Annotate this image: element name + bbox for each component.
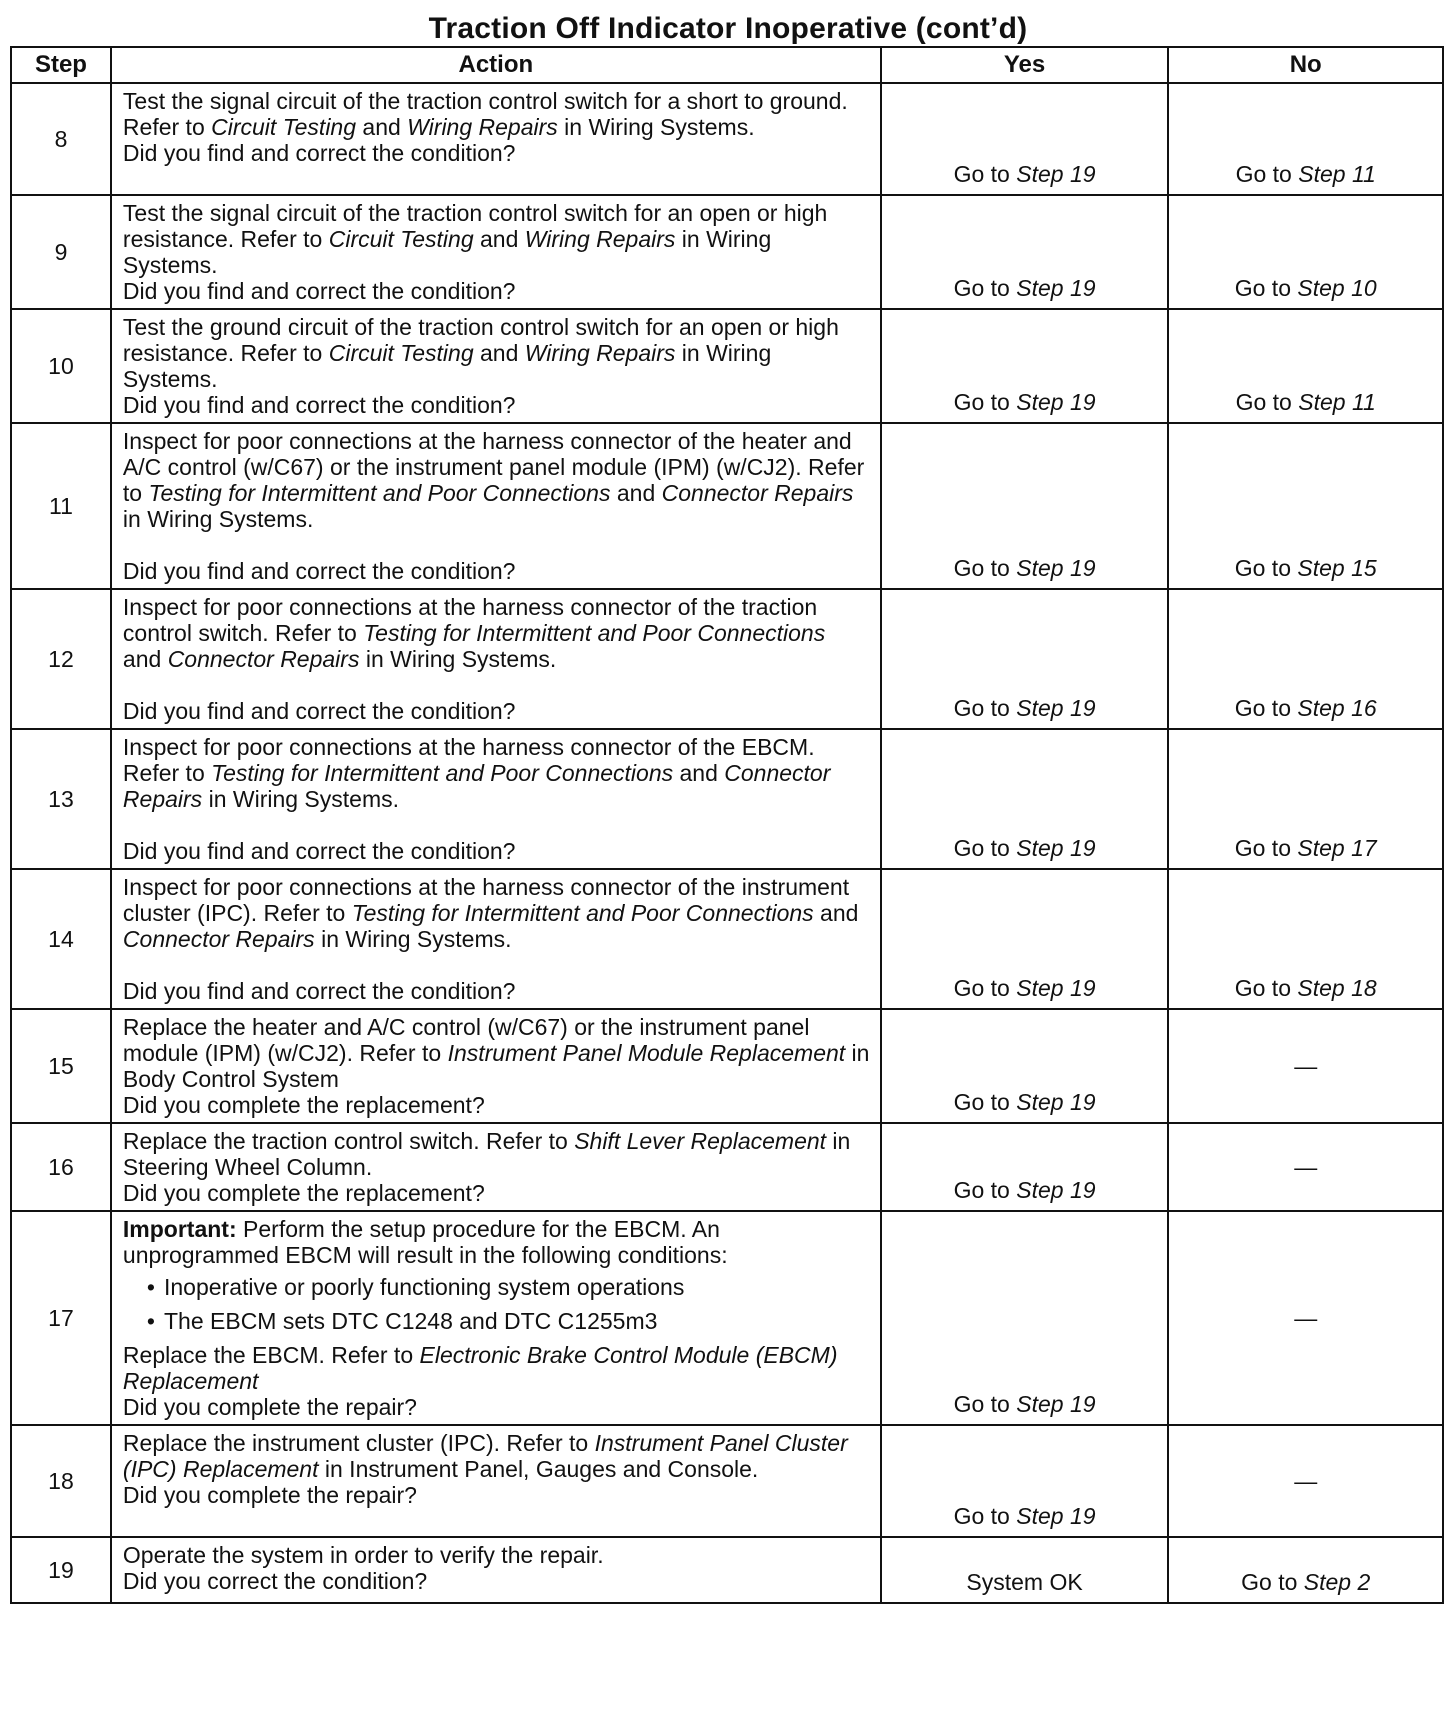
yes-result [881, 1211, 1169, 1425]
yes-result-text: System OK [966, 1569, 1083, 1595]
yes-result-reference: Step 19 [1016, 555, 1096, 581]
yes-result-reference: Step 19 [1016, 275, 1096, 301]
instruction-text: in Wiring Systems. [359, 646, 557, 672]
no-result-text: Go to [1235, 389, 1299, 415]
yes-result-text: Go to [953, 275, 1017, 301]
action-cell [111, 423, 881, 589]
step-number: 10 [11, 309, 111, 423]
header-action: Action [111, 47, 881, 83]
no-result-text: Go to [1234, 275, 1298, 301]
step-number: 8 [11, 83, 111, 195]
yes-result [881, 1537, 1169, 1603]
instruction-reference: Circuit Testing [328, 340, 474, 366]
yes-result-text: Go to [953, 1391, 1017, 1417]
instruction-text: and [473, 226, 525, 252]
table-row [11, 1425, 1443, 1537]
no-result-reference: Step 10 [1297, 275, 1377, 301]
yes-result-text: Go to [953, 1177, 1017, 1203]
header-step: Step [11, 47, 111, 83]
instruction-text: Test the signal circuit of the traction control switch for a short to ground. Refer to [122, 88, 848, 140]
action-instruction [123, 1342, 870, 1394]
spacer [123, 532, 870, 558]
no-result-text: Go to [1234, 975, 1298, 1001]
no-result [1168, 83, 1443, 195]
action-question: Did you correct the condition? [122, 1568, 428, 1594]
table-row [11, 195, 1443, 309]
step-number: 11 [11, 423, 111, 589]
instruction-reference: Instrument Panel Module Replacement [447, 1040, 846, 1066]
no-result-text: Go to [1234, 555, 1298, 581]
header-yes: Yes [881, 47, 1169, 83]
action-instruction [123, 1128, 870, 1180]
step-number: 9 [11, 195, 111, 309]
instruction-text: in Wiring Systems. [122, 506, 314, 532]
action-question: Did you find and correct the condition? [122, 140, 516, 166]
instruction-text: and [356, 114, 408, 140]
yes-result [881, 1123, 1169, 1211]
no-result: — [1168, 1009, 1443, 1123]
yes-result-reference: Step 19 [1016, 695, 1096, 721]
action-cell [111, 729, 881, 869]
instruction-text: and [673, 760, 725, 786]
yes-result [881, 309, 1169, 423]
yes-result-reference: Step 19 [1016, 975, 1096, 1001]
yes-result [881, 1425, 1169, 1537]
instruction-text: and [610, 480, 662, 506]
instruction-text: Replace the traction control switch. Refer to [122, 1128, 575, 1154]
yes-result-text: Go to [953, 695, 1017, 721]
action-cell [111, 1425, 881, 1537]
yes-result [881, 423, 1169, 589]
instruction-text: Operate the system in order to verify the repair. [122, 1542, 604, 1568]
action-instruction [123, 874, 870, 952]
no-result: — [1168, 1211, 1443, 1425]
no-result: — [1168, 1425, 1443, 1537]
instruction-text: Replace the instrument cluster (IPC). Refer to [122, 1430, 595, 1456]
instruction-text: and [473, 340, 525, 366]
list-item [147, 1274, 870, 1300]
instruction-text: in Steering Wheel Column. [122, 1128, 851, 1180]
important-note [123, 1216, 870, 1268]
no-result-reference: Step 11 [1298, 161, 1376, 187]
step-number: 16 [11, 1123, 111, 1211]
no-result [1168, 589, 1443, 729]
instruction-text: in Wiring Systems. [314, 926, 512, 952]
instruction-reference: Wiring Repairs [407, 114, 558, 140]
instruction-text: Replace the EBCM. Refer to [122, 1342, 420, 1368]
table-row [11, 309, 1443, 423]
no-result [1168, 869, 1443, 1009]
instruction-text: in Wiring Systems. [122, 226, 772, 278]
action-instruction [123, 734, 870, 812]
yes-result-reference: Step 19 [1016, 1089, 1096, 1115]
action-cell [111, 1211, 881, 1425]
action-instruction [123, 428, 870, 532]
action-cell [111, 1123, 881, 1211]
important-text: Perform the setup procedure for the EBCM. An unprogrammed EBCM will result in the following conditions: [122, 1216, 728, 1268]
instruction-reference: Wiring Repairs [524, 340, 676, 366]
yes-result-reference: Step 19 [1016, 389, 1096, 415]
instruction-reference: Circuit Testing [211, 114, 357, 140]
instruction-text: Test the ground circuit of the traction control switch for an open or high resistance. Refer to [122, 314, 839, 366]
instruction-reference: Testing for Intermittent and Poor Connections [351, 900, 814, 926]
instruction-text: Inspect for poor connections at the harness connector of the heater and A/C control (w/C67) or the instrument panel module (IPM) (w/CJ2). Refer to [122, 428, 865, 506]
list-item [147, 1308, 870, 1334]
table-row [11, 1537, 1443, 1603]
table-row [11, 1009, 1443, 1123]
action-question: Did you find and correct the condition? [122, 838, 516, 864]
instruction-text: Inspect for poor connections at the harness connector of the EBCM. Refer to [122, 734, 815, 786]
instruction-reference: Connector Repairs [661, 480, 854, 506]
action-question: Did you complete the repair? [122, 1394, 417, 1420]
no-result-reference: Step 2 [1303, 1569, 1371, 1595]
yes-result-reference: Step 19 [1016, 1177, 1096, 1203]
yes-result-reference: Step 19 [1016, 1503, 1096, 1529]
step-number: 17 [11, 1211, 111, 1425]
instruction-reference: Instrument Panel Cluster (IPC) Replacement [122, 1430, 848, 1482]
table-row [11, 1123, 1443, 1211]
no-result-text: Go to [1235, 161, 1299, 187]
table-row [11, 1211, 1443, 1425]
yes-result-text: Go to [953, 389, 1017, 415]
step-number: 13 [11, 729, 111, 869]
instruction-text: in Wiring Systems. [557, 114, 755, 140]
no-result-reference: Step 11 [1298, 389, 1376, 415]
yes-result-reference: Step 19 [1016, 835, 1096, 861]
no-result [1168, 423, 1443, 589]
instruction-reference: Wiring Repairs [524, 226, 676, 252]
action-question: Did you complete the replacement? [122, 1092, 485, 1118]
no-result-reference: Step 15 [1297, 555, 1377, 581]
action-cell [111, 589, 881, 729]
no-result-text: Go to [1241, 1569, 1304, 1595]
no-result-reference: Step 18 [1297, 975, 1377, 1001]
instruction-text: in Instrument Panel, Gauges and Console. [318, 1456, 759, 1482]
instruction-text: Test the signal circuit of the traction control switch for an open or high resistance. Refer to [122, 200, 828, 252]
yes-result-text: Go to [953, 1503, 1017, 1529]
action-instruction [123, 200, 870, 278]
instruction-reference: Testing for Intermittent and Poor Connections [211, 760, 674, 786]
yes-result [881, 869, 1169, 1009]
diagnostic-table [10, 46, 1444, 1604]
instruction-reference: Shift Lever Replacement [574, 1128, 827, 1154]
table-header-row [11, 47, 1443, 83]
table-row [11, 83, 1443, 195]
action-question: Did you find and correct the condition? [122, 978, 516, 1004]
no-result-reference: Step 16 [1297, 695, 1377, 721]
action-question: Did you find and correct the condition? [122, 558, 516, 584]
instruction-reference: Electronic Brake Control Module (EBCM) Replacement [122, 1342, 838, 1394]
header-no: No [1168, 47, 1443, 83]
page-title: Traction Off Indicator Inoperative (cont’d) [428, 12, 1028, 45]
yes-result-reference: Step 19 [1016, 161, 1096, 187]
instruction-reference: Connector Repairs [122, 760, 831, 812]
instruction-reference: Circuit Testing [328, 226, 474, 252]
yes-result [881, 1009, 1169, 1123]
action-instruction [123, 314, 870, 392]
no-result-text: Go to [1234, 835, 1298, 861]
no-result [1168, 1537, 1443, 1603]
instruction-reference: Testing for Intermittent and Poor Connections [148, 480, 611, 506]
action-cell [111, 309, 881, 423]
yes-result [881, 83, 1169, 195]
instruction-text: in Body Control System [122, 1040, 870, 1092]
no-result [1168, 195, 1443, 309]
instruction-reference: Connector Repairs [122, 926, 315, 952]
step-number: 12 [11, 589, 111, 729]
instruction-reference: Connector Repairs [167, 646, 360, 672]
action-cell [111, 195, 881, 309]
condition-list [123, 1274, 870, 1334]
table-row [11, 423, 1443, 589]
no-result [1168, 729, 1443, 869]
instruction-text: in Wiring Systems. [202, 786, 400, 812]
spacer [123, 952, 870, 978]
table-row [11, 589, 1443, 729]
instruction-text: and [813, 900, 859, 926]
action-instruction [123, 88, 870, 140]
step-number: 18 [11, 1425, 111, 1537]
yes-result-reference: Step 19 [1016, 1391, 1096, 1417]
action-question: Did you find and correct the condition? [122, 698, 516, 724]
action-cell [111, 869, 881, 1009]
important-label: Important: [122, 1216, 237, 1242]
list-item-text: The EBCM sets DTC C1248 and DTC C1255m3 [163, 1308, 658, 1334]
spacer [123, 812, 870, 838]
yes-result-text: Go to [953, 555, 1017, 581]
step-number: 19 [11, 1537, 111, 1603]
table-row [11, 869, 1443, 1009]
no-result-text: Go to [1234, 695, 1298, 721]
table-row [11, 729, 1443, 869]
yes-result [881, 729, 1169, 869]
action-instruction [123, 594, 870, 672]
action-question: Did you find and correct the condition? [122, 392, 516, 418]
action-cell [111, 1537, 881, 1603]
step-number: 15 [11, 1009, 111, 1123]
spacer [123, 672, 870, 698]
instruction-text: Replace the heater and A/C control (w/C67) or the instrument panel module (IPM) (w/CJ2). Refer to [122, 1014, 810, 1066]
no-result: — [1168, 1123, 1443, 1211]
yes-result-text: Go to [953, 975, 1017, 1001]
yes-result [881, 589, 1169, 729]
yes-result [881, 195, 1169, 309]
instruction-text: Inspect for poor connections at the harness connector of the traction control switch. Refer to [122, 594, 818, 646]
instruction-text: Inspect for poor connections at the harness connector of the instrument cluster (IPC). Refer to [122, 874, 850, 926]
instruction-text: in Wiring Systems. [122, 340, 772, 392]
yes-result-text: Go to [953, 835, 1017, 861]
no-result-reference: Step 17 [1297, 835, 1377, 861]
action-instruction [123, 1542, 870, 1568]
action-cell [111, 83, 881, 195]
action-instruction [123, 1014, 870, 1092]
action-question: Did you complete the repair? [122, 1482, 417, 1508]
action-question: Did you complete the replacement? [122, 1180, 485, 1206]
action-cell [111, 1009, 881, 1123]
action-instruction [123, 1430, 870, 1482]
instruction-reference: Testing for Intermittent and Poor Connections [363, 620, 826, 646]
yes-result-text: Go to [953, 161, 1017, 187]
action-question: Did you find and correct the condition? [122, 278, 516, 304]
instruction-text: and [122, 646, 168, 672]
step-number: 14 [11, 869, 111, 1009]
list-item-text: Inoperative or poorly functioning system operations [163, 1274, 685, 1300]
yes-result-text: Go to [953, 1089, 1017, 1115]
no-result [1168, 309, 1443, 423]
